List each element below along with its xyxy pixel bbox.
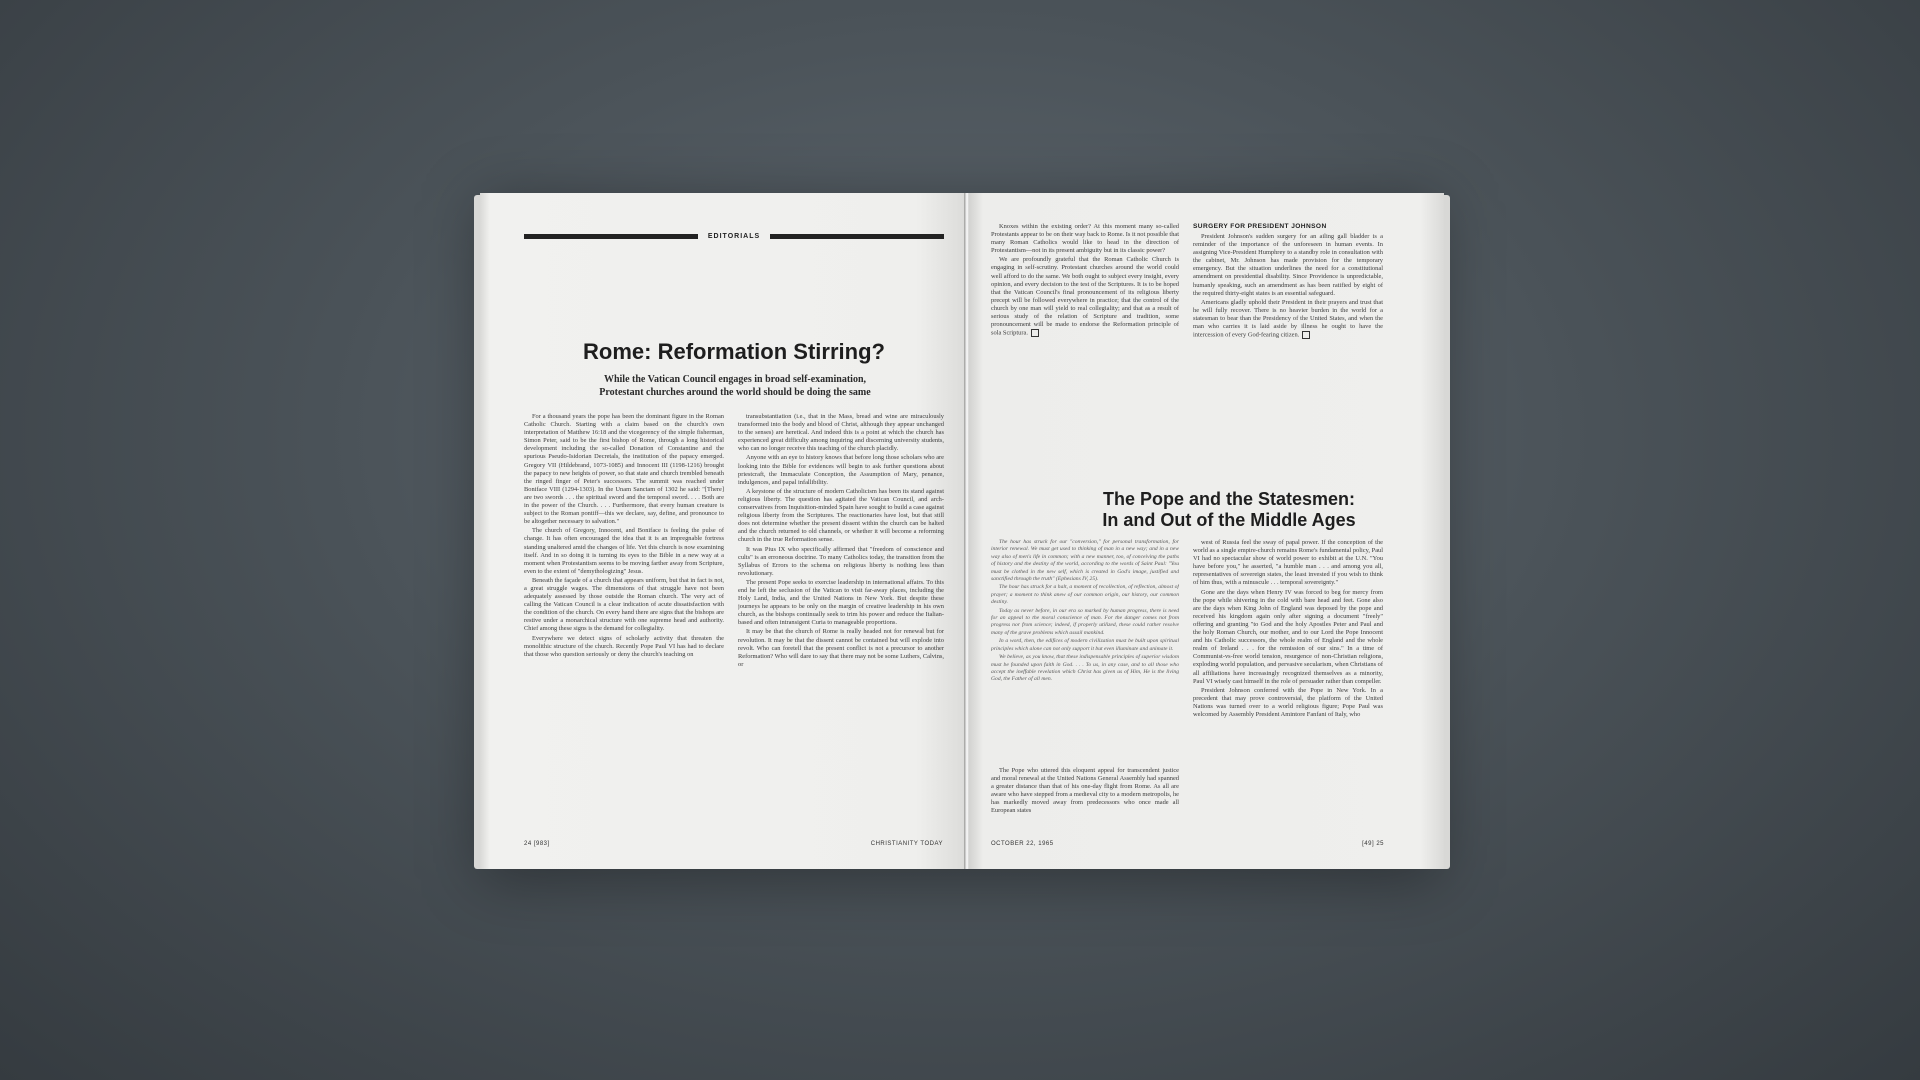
right-bottom-column-2: west of Russia feel the sway of papal power. If the conception of the world as a single empire-church remains Rome's fundamental policy, Paul VI had no spectacular show of world power to exhibit at the U.N. "You have before you," he asserted, "a humble man . . . and among you all, representatives of sovereign states, the least invested if you wish to think of him thus, with a minuscule . . . temporal sovereignty." Gone are the days when Henry IV was forced to beg for mercy from the pope while shivering in the cold with bare head and feet. Gone also are the days when King John of England was deposed by the pope and received his kingdom again only after signing a document "freely" offering and granting "to God and the holy Apostles Peter and Paul and the holy Roman Church, our mother, and to our Lord the Pope Innocent and his Catholic successors, the whole realm of England and the whole realm of Ireland . . . for the remission of our sins." In a time of Communist-vs-free world tension, resurgence of non-Christian religions, exploding world population, and pervasive secularism, when Christians of all affiliations have increasingly recognized themselves as a minority, Paul VI wisely cast himself in the role of persuader rather than compeller. President Johnson conferred with the Pope in New York. In a precedent that may prove controversial, the platform of the United Nations was turned over to a world religious figure; Pope Paul was welcomed by Assembly President Amintore Fanfani of Italy, who xyxy=(1193,539,1383,718)
pope-quote-column: The hour has struck for our "conversion," for personal transformation, for interior renewal. We must get used to thinking of man in a new way; and in a new way also of men's life in common; with a new manner, too, of conceiving the paths of history and the destiny of the world, according to the words of Saint Paul: "You must be clothed in the new self, which is created in God's image, justified and sanctified through the truth" (Ephesians IV, 25). The hour has struck for a halt, a moment of recollection, of reflection, almost of prayer; a moment to think anew of our common origin, our history, our common destiny. Today as never before, in our era so marked by human progress, there is need for an appeal to the moral conscience of man. For the danger comes not from progress nor from science; indeed, if properly utilized, these could rather resolve many of the grave problems which assail mankind. In a word, then, the edifices of modern civilization must be built upon spiritual principles which alone can not only support it but even illuminate and animate it. We believe, as you know, that these indispensable principles of superior wisdom must be founded upon faith in God. . . . To us, in any case, and to all those who accept the ineffable revelation which Christ has given us of Him, He is the living God, the Father of all men. xyxy=(991,539,1179,683)
article-deck: While the Vatican Council engages in broad self-examination, Protestant churches around the world should be doing the same xyxy=(599,374,871,398)
issue-date-footer: OCTOBER 22, 1965 xyxy=(991,841,1054,847)
second-headline: The Pope and the Statesmen: In and Out of the Middle Ages xyxy=(1102,489,1356,530)
left-page xyxy=(480,193,966,869)
right-bottom-column-1: The Pope who uttered this eloquent appeal for transcendent justice and moral renewal at the United Nations General Assembly had spanned a greater distance than that of his one-day flight from Rome. As all are aware who have stepped from a medieval city to a modern metropolis, he has markedly moved away from predecessors who once made all European states xyxy=(991,767,1179,815)
surgery-subhead: SURGERY FOR PRESIDENT JOHNSON xyxy=(1193,223,1327,230)
open-magazine xyxy=(480,193,1444,869)
end-mark-icon xyxy=(1031,329,1039,337)
right-page xyxy=(969,193,1444,869)
right-top-column-2: President Johnson's sudden surgery for an ailing gall bladder is a reminder of the importance of the unforeseen in human events. In assigning Vice-President Humphrey to a standby role in consultation with the cabinet, Mr. Johnson has made provision for the temporary emergency. But the situation underlines the need for a constitutional amendment on presidential disability. Since Providence is unpredictable, humanly speaking, such an amendment as has been ratified by eight of the required thirty-eight states is an essential safeguard. Americans gladly uphold their President in their prayers and trust that he will fully recover. There is no heavier burden in the world for a statesman to bear than the Presidency of the United States, and when the man who carries it is laid aside by illness he ought to have the intercession of every God-fearing citizen. xyxy=(1193,233,1383,339)
magazine-title-footer: CHRISTIANITY TODAY xyxy=(870,841,943,847)
page-number-left: 24 [983] xyxy=(524,841,550,847)
page-number-right: [49] 25 xyxy=(1362,841,1384,847)
left-column-2: transubstantiation (i.e., that in the Mass, bread and wine are miraculously transformed into the body and blood of Christ, although they appear unchanged to the senses) are heretical. And indeed this is a point at which the church has experienced great difficulty among inquiring and discerning university students, who can no longer receive this teaching of the church placidly. Anyone with an eye to history knows that before long those scholars who are looking into the Bible for evidences will begin to ask further questions about priestcraft, the Immaculate Conception, the Assumption of Mary, penance, indulgences, and papal infallibility. A keystone of the structure of modern Catholicism has been its stand against religious liberty. The question has agitated the Vatican Council, and arch-conservatives from Inquisition-minded Spain have sought to build a case against religious liberty from the Scriptures. The reactionaries have lost, but that still does not determine whether the present dissent within the church can be halted and the church returned to old channels, or whether it will become a reforming church in the true Reformation sense. It was Pius IX who specifically affirmed that "freedom of conscience and cults" is an erroneous doctrine. To many Catholics today, the transition from the Syllabus of Errors to the schema on religious liberty is nothing less than revolutionary. The present Pope seeks to exercise leadership in international affairs. To this end he left the seclusion of the Vatican to visit far-away places, including the Holy Land, India, and the United Nations in New York. But despite these journeys he appears to be only on the margin of creative leadership in his own church, as the bishops continually seek to trim his power and reduce the Italian-based and often intransigent Curia to manageable proportions. It may be that the church of Rome is really headed not for renewal but for revolution. It may be that the dissent cannot be contained but will explode into revolt. Who can foretell that the present conflict is not a precursor to another Reformation? Who will dare to say that there may not be some Luthers, Calvins, or xyxy=(738,413,944,668)
end-mark-icon xyxy=(1302,331,1310,339)
article-headline: Rome: Reformation Stirring? xyxy=(583,339,885,364)
right-top-column-1: Knoxes within the existing order? At this moment many so-called Protestants appear to be on their way back to Rome. Is it not possible that many Roman Catholics would like to head in the direction of Protestantism—not in its present ambiguity but in its classic power? We are profoundly grateful that the Roman Catholic Church is engaging in self-scrutiny. Protestant churches around the world could well afford to do the same. We both ought to subject every insight, every opinion, and every decision to the test of the Scriptures. It is to be hoped that the Vatican Council's final pronouncement of its religious liberty precept will be followed everywhere in practice; that the control of the church by one man will yield to real collegiality; and that as a result of serious study of the relation of Scripture and tradition, some pronouncement will be made to endorse the Reformation principle of sola Scriptura. xyxy=(991,223,1179,337)
section-header xyxy=(524,233,944,240)
left-column-1: For a thousand years the pope has been the dominant figure in the Roman Catholic Church. Starting with a claim based on the church's own interpretation of Matthew 16:18 and the vicegerency of the simple fisherman, Simon Peter, said to be the first bishop of Rome, through a long historical development including the so-called Donation of Constantine and the spurious Pseudo-Isidorian Decretals, the institution of the papacy emerged. Gregory VII (Hildebrand, 1073-1085) and Innocent III (1198-1216) brought the papacy to new heights of power, so that state and church trembled beneath the ringed finger of Peter's successors. The summit was reached under Boniface VIII (1294-1303). In the Unam Sanctam of 1302 he said: "[There] are two swords . . . the spiritual sword and the temporal sword. . . . Both are in the power of the Church. . . . Furthermore, that every human creature is subject to the Roman pontiff—this we declare, say, define, and pronounce to be altogether necessary to salvation." The church of Gregory, Innocent, and Boniface is feeling the pulse of change. It has often encouraged the idea that it is an impregnable fortress standing unaltered amid the changes of life. Yet this church is now examining itself. And in so doing it is turning its eyes to the Bible in a new way at a moment when Protestantism seems to be moving farther away from Scripture, even to the extent of "demythologizing" Jesus. Beneath the façade of a church that appears uniform, but that in fact is not, a great struggle wages. The dimensions of that struggle have not been adequately assessed by those outside the Roman church. The very act of calling the Vatican Council is a clear indication of acute dissatisfaction with the condition of the church. On every hand there are signs that the bishops are restive under a monarchical structure with one supreme head and authority. Chief among these signs is the demand for collegiality. Everywhere we detect signs of scholarly activity that threaten the monolithic structure of the church. Recently Pope Paul VI has had to declare that those who question seriously or deny the church's teaching on xyxy=(524,413,724,658)
section-tag: EDITORIALS xyxy=(707,233,761,240)
